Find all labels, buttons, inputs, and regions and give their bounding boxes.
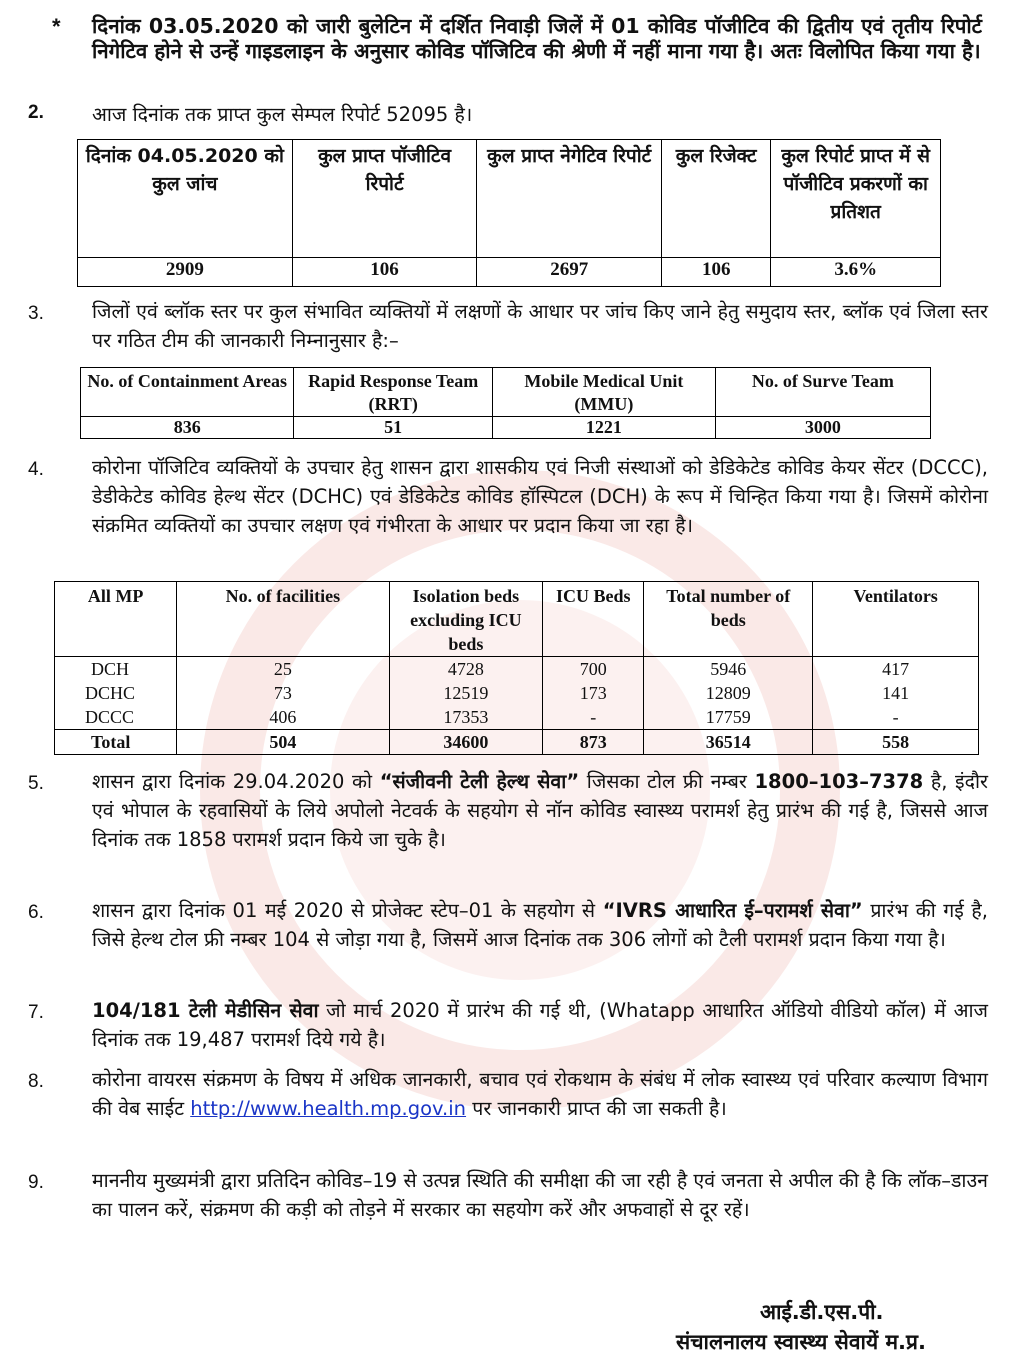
item2-number: 2. bbox=[28, 102, 44, 123]
sample-header-positive: कुल प्राप्त पॉजीटिव रिपोर्ट bbox=[292, 140, 477, 258]
fac-header-total-beds: Total number of beds bbox=[644, 582, 813, 657]
fac-row-dccc-ventilators: - bbox=[813, 705, 979, 730]
item5-number: 5. bbox=[28, 773, 44, 794]
item9-number: 9. bbox=[28, 1172, 44, 1193]
team-header-containment: No. of Containment Areas bbox=[81, 368, 294, 417]
sample-value-percent: 3.6% bbox=[771, 258, 941, 287]
table-row-total bbox=[55, 730, 979, 755]
fac-header-ventilators: Ventilators bbox=[813, 582, 979, 657]
fac-total-beds: 36514 bbox=[644, 730, 813, 755]
item3-text: जिलों एवं ब्लॉक स्तर पर कुल संभावित व्यक्तियों में लक्षणों के आधार पर जांच किए जाने हेतु समुदाय स्तर, ब्लॉक एवं जिला स्तर पर गठित टीम की जानकारी निम्नानुसार है:– bbox=[92, 300, 988, 352]
fac-row-dch-icu: 700 bbox=[543, 657, 644, 682]
team-value-containment: 836 bbox=[81, 417, 294, 439]
fac-row-dchc-facilities: 73 bbox=[177, 681, 389, 705]
item4-text: कोरोना पॉजिटिव व्यक्तियों के उपचार हेतु शासन द्वारा शासकीय एवं निजी संस्थाओं को डेडिकेटेड कोविड केयर सेंटर (DCCC), डेडीकेटेड कोविड हेल्थ सेंटर (DCHC) एवं डेडिकेटेड कोविड हॉस्पिटल (DCH) के रूप में चिन्हित किया गया है। जिसमें कोरोना संक्रमित व्यक्तियों का उपचार लक्षण एवं गंभीरता के आधार पर प्रदान किया जा रहा है। bbox=[92, 456, 988, 537]
fac-row-dccc-total: 17759 bbox=[644, 705, 813, 730]
item8-text-a: कोरोना वायरस संक्रमण के विषय में अधिक जानकारी, बचाव एवं रोकथाम के संबंध में लोक स्वास्थ्य एवं परिवार कल्याण विभाग की वेब साईट bbox=[92, 1068, 988, 1120]
sample-header-negative: कुल प्राप्त नेगेटिव रिपोर्ट bbox=[477, 140, 662, 258]
team-header-mmu: Mobile Medical Unit (MMU) bbox=[492, 368, 715, 417]
item5-text bbox=[92, 767, 988, 854]
signature-line1: आई.डी.एस.पी. bbox=[760, 1300, 884, 1324]
health-website-link[interactable]: http://www.health.mp.gov.in bbox=[190, 1097, 467, 1120]
fac-row-dch-ventilators: 417 bbox=[813, 657, 979, 682]
item7-text bbox=[92, 996, 988, 1054]
item6-number: 6. bbox=[28, 902, 44, 923]
sample-header-total: दिनांक 04.05.2020 को कुल जांच bbox=[78, 140, 293, 258]
item5-text-a: शासन द्वारा दिनांक 29.04.2020 को bbox=[92, 770, 380, 793]
sample-report-table bbox=[77, 139, 941, 287]
table-row bbox=[55, 705, 979, 730]
toll-free-number: 1800–103–7378 bbox=[754, 770, 924, 793]
team-header-rrt: Rapid Response Team (RRT) bbox=[294, 368, 493, 417]
team-value-survey: 3000 bbox=[715, 417, 930, 439]
team-table bbox=[80, 367, 931, 439]
fac-total-ventilators: 558 bbox=[813, 730, 979, 755]
fac-header-facilities: No. of facilities bbox=[177, 582, 389, 657]
item7-number: 7. bbox=[28, 1002, 44, 1023]
fac-total-isolation: 34600 bbox=[389, 730, 543, 755]
team-value-rrt: 51 bbox=[294, 417, 493, 439]
item3-number: 3. bbox=[28, 303, 44, 324]
note-text: दिनांक 03.05.2020 को जारी बुलेटिन में दर्शित निवाड़ी जिलें में 01 कोविड पॉजीटिव की द्वितीय एवं तृतीय रिपोर्ट निगेटिव होने से उन्हें गाइडलाइन के अनुसार कोविड पॉजिटिव की श्रेणी में नहीं माना गया है। अतः विलोपित किया गया है। bbox=[92, 14, 982, 63]
item6-text-b: प्रारंभ की गई है, जिसे हेल्थ टोल फ्री नम्बर 104 से जोड़ा गया है, जिसमें आज दिनांक तक 306 लोगों को टैली परामर्श प्रदान किया गया है। bbox=[92, 899, 988, 951]
fac-row-dch-isolation: 4728 bbox=[389, 657, 543, 682]
fac-row-dccc-isolation: 17353 bbox=[389, 705, 543, 730]
fac-total-facilities: 504 bbox=[177, 730, 389, 755]
item7-text-a: जो मार्च 2020 में प्रारंभ की गई थी, (Whatapp आधारित ऑडियो वीडियो कॉल) में आज दिनांक तक 19,487 परामर्श दिये गये है। bbox=[92, 999, 988, 1051]
fac-row-dchc-icu: 173 bbox=[543, 681, 644, 705]
note-marker: * bbox=[52, 14, 61, 39]
team-value-mmu: 1221 bbox=[492, 417, 715, 439]
item6-text bbox=[92, 896, 988, 954]
fac-row-dccc-icu: - bbox=[543, 705, 644, 730]
fac-row-dch-facilities: 25 bbox=[177, 657, 389, 682]
fac-row-dch-total: 5946 bbox=[644, 657, 813, 682]
sanjeevani-service-name: “संजीवनी टेली हेल्थ सेवा” bbox=[379, 770, 580, 793]
fac-row-dchc-type: DCHC bbox=[55, 681, 177, 705]
fac-row-dch-type: DCH bbox=[55, 657, 177, 682]
signature-line2: संचालनालय स्वास्थ्य सेवायें म.प्र. bbox=[676, 1330, 926, 1354]
item5-text-b: जिसका टोल फ्री नम्बर bbox=[579, 770, 755, 793]
fac-row-dchc-ventilators: 141 bbox=[813, 681, 979, 705]
sample-value-positive: 106 bbox=[292, 258, 477, 287]
fac-header-icu: ICU Beds bbox=[543, 582, 644, 657]
item6-text-a: शासन द्वारा दिनांक 01 मई 2020 से प्रोजेक्ट स्टेप–01 के सहयोग से bbox=[92, 899, 603, 922]
item4-number: 4. bbox=[28, 459, 44, 480]
item8-text bbox=[92, 1065, 988, 1123]
fac-row-dccc-facilities: 406 bbox=[177, 705, 389, 730]
sample-value-reject: 106 bbox=[662, 258, 771, 287]
telemedicine-service-name: 104/181 टेली मेडीसिन सेवा bbox=[92, 999, 319, 1022]
table-row bbox=[55, 657, 979, 682]
team-header-survey: No. of Surve Team bbox=[715, 368, 930, 417]
ivrs-service-name: “IVRS आधारित ई–परामर्श सेवा” bbox=[602, 899, 863, 922]
sample-value-negative: 2697 bbox=[477, 258, 662, 287]
sample-value-total: 2909 bbox=[78, 258, 293, 287]
item8-text-b: पर जानकारी प्राप्त की जा सकती है। bbox=[466, 1097, 727, 1120]
item9-text: माननीय मुख्यमंत्री द्वारा प्रतिदिन कोविड–19 से उत्पन्न स्थिति की समीक्षा की जा रही है एवं जनता से अपील की है कि लॉक–डाउन का पालन करें, संक्रमण की कड़ी को तोड़ने में सरकार का सहयोग करें और अफवाहों से दूर रहें। bbox=[92, 1169, 988, 1221]
fac-row-dchc-isolation: 12519 bbox=[389, 681, 543, 705]
fac-total-icu: 873 bbox=[543, 730, 644, 755]
fac-total-label: Total bbox=[55, 730, 177, 755]
fac-row-dchc-total: 12809 bbox=[644, 681, 813, 705]
facilities-table bbox=[54, 581, 979, 755]
table-row bbox=[55, 681, 979, 705]
item5-text-c: है, इंदौर एवं भोपाल के रहवासियों के लिये अपोलो नेटवर्क के सहयोग से नॉन कोविड स्वास्थ्य परामर्श हेतु प्रारंभ की गई है, जिससे आज दिनांक तक 1858 परामर्श प्रदान किये जा चुके है। bbox=[92, 770, 989, 851]
fac-row-dccc-type: DCCC bbox=[55, 705, 177, 730]
item2-text: आज दिनांक तक प्राप्त कुल सेम्पल रिपोर्ट 52095 है। bbox=[92, 103, 473, 126]
sample-header-reject: कुल रिजेक्ट bbox=[662, 140, 771, 258]
fac-header-isolation: Isolation beds excluding ICU beds bbox=[389, 582, 543, 657]
item8-number: 8. bbox=[28, 1071, 44, 1092]
fac-header-allmp: All MP bbox=[55, 582, 177, 657]
sample-header-percent: कुल रिपोर्ट प्राप्त में से पॉजीटिव प्रकरणों का प्रतिशत bbox=[771, 140, 941, 258]
